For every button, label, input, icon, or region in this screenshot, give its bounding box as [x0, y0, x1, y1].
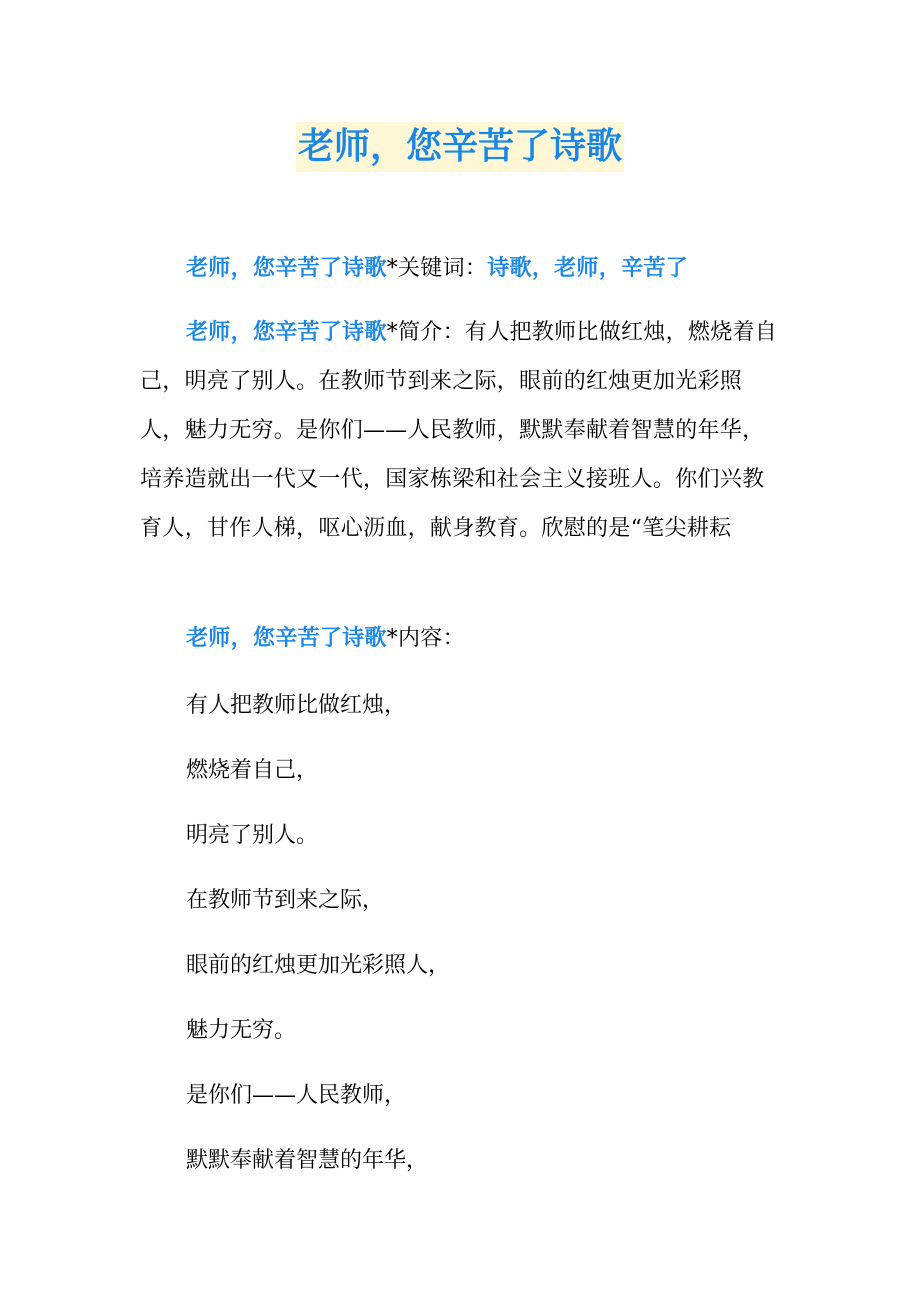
summary-marker: *简介：: [386, 320, 465, 345]
summary-paragraph: [140, 308, 780, 553]
poem-line: 默默奉献着智慧的年华，: [186, 1148, 429, 1173]
summary-article-label: 老师，您辛苦了诗歌: [186, 320, 387, 345]
poem-line: 是你们——人民教师，: [186, 1083, 407, 1108]
content-heading: [140, 614, 780, 663]
poem-line: 有人把教师比做红烛，: [186, 693, 407, 718]
keywords-marker: *关键词：: [386, 256, 488, 281]
title-container: [0, 122, 920, 172]
document-title: 老师，您辛苦了诗歌: [296, 122, 624, 172]
content-marker: *内容：: [386, 626, 465, 651]
poem-line: 燃烧着自己，: [186, 758, 319, 783]
poem-line: 魅力无穷。: [186, 1018, 297, 1043]
poem-line: 眼前的红烛更加光彩照人，: [186, 953, 451, 978]
poem-line: 在教师节到来之际，: [186, 888, 385, 913]
content-article-label: 老师，您辛苦了诗歌: [186, 626, 387, 651]
keywords-article-label: 老师，您辛苦了诗歌: [186, 256, 387, 281]
poem-line: 明亮了别人。: [186, 823, 319, 848]
summary-text: 有人把教师比做红烛，燃烧着自己，明亮了别人。在教师节到来之际，眼前的红烛更加光彩照人，魅力无穷。是你们——人民教师，默默奉献着智慧的年华，培养造就出一代又一代，国家栋梁和社会主义接班人。你们兴教育人，甘作人梯，呕心沥血，献身教育。欣慰的是“笔尖耕耘: [140, 320, 778, 541]
keywords-values: 诗歌，老师，辛苦了: [487, 256, 688, 281]
keywords-paragraph: [140, 244, 780, 293]
